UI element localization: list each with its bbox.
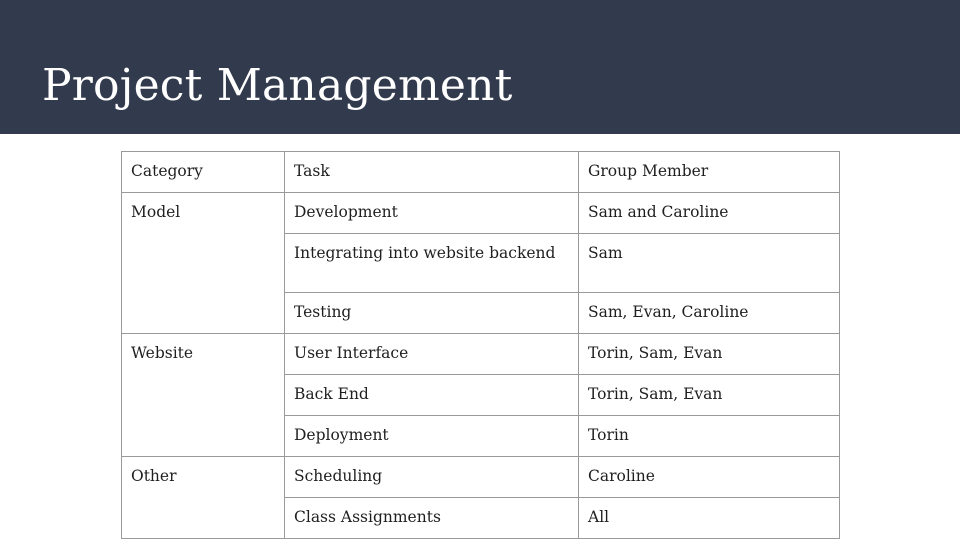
table-row xyxy=(122,334,840,375)
member-cell: Torin xyxy=(579,416,840,457)
project-management-table xyxy=(121,151,840,539)
member-cell: All xyxy=(579,498,840,539)
task-cell: Testing xyxy=(285,293,579,334)
table-header-row xyxy=(122,152,840,193)
table-row xyxy=(122,457,840,498)
task-cell: Deployment xyxy=(285,416,579,457)
member-cell: Torin, Sam, Evan xyxy=(579,375,840,416)
task-cell: Development xyxy=(285,193,579,234)
task-cell: Integrating into website backend xyxy=(285,234,579,293)
member-cell: Sam, Evan, Caroline xyxy=(579,293,840,334)
member-cell: Torin, Sam, Evan xyxy=(579,334,840,375)
table-row xyxy=(122,193,840,234)
title-band xyxy=(0,0,960,134)
task-cell: User Interface xyxy=(285,334,579,375)
category-cell-website: Website xyxy=(122,334,285,457)
member-cell: Sam and Caroline xyxy=(579,193,840,234)
task-cell: Scheduling xyxy=(285,457,579,498)
task-cell: Back End xyxy=(285,375,579,416)
header-task: Task xyxy=(285,152,579,193)
header-group-member: Group Member xyxy=(579,152,840,193)
task-cell: Class Assignments xyxy=(285,498,579,539)
member-cell: Sam xyxy=(579,234,840,293)
member-cell: Caroline xyxy=(579,457,840,498)
category-cell-model: Model xyxy=(122,193,285,334)
slide-title: Project Management xyxy=(42,60,513,111)
header-category: Category xyxy=(122,152,285,193)
category-cell-other: Other xyxy=(122,457,285,539)
